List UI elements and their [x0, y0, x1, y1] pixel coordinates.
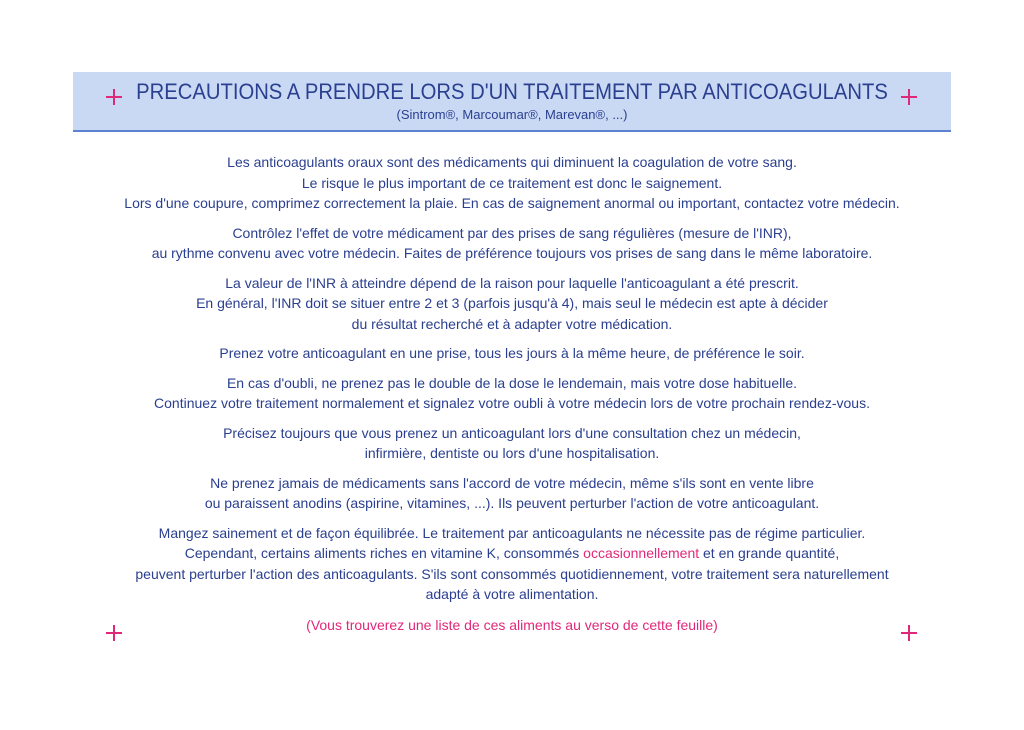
- paragraph-daily-dose: [73, 343, 951, 364]
- text-line: (Vous trouverez une liste de ces aliments au verso de cette feuille): [306, 616, 718, 633]
- text-line: Contrôlez l'effet de votre médicament par des prises de sang régulières (mesure de l'INR),: [232, 224, 792, 241]
- text-line: [73, 543, 951, 564]
- header-banner: [73, 72, 951, 132]
- paragraph-inr-control: [73, 223, 951, 264]
- text-segment: et en grande quantité,: [699, 545, 840, 561]
- page-subtitle: (Sintrom®, Marcoumar®, Marevan®, ...): [396, 107, 628, 122]
- text-line: Lors d'une coupure, comprimez correctement la plaie. En cas de saignement anormal ou important, contactez votre médecin.: [124, 195, 900, 211]
- document-body: [73, 152, 951, 644]
- text-line: En général, l'INR doit se situer entre 2 et 3 (parfois jusqu'à 4), mais seul le médecin est apte à décider: [196, 295, 828, 311]
- paragraph-bleeding: [73, 152, 951, 214]
- crosshair-top-left-icon: [106, 89, 122, 105]
- crosshair-top-right-icon: [901, 89, 917, 105]
- paragraph-inform-doctor: [73, 423, 951, 464]
- text-segment: Cependant, certains aliments riches en vitamine K, consommés: [184, 545, 584, 561]
- text-line: Prenez votre anticoagulant en une prise, tous les jours à la même heure, de préférence le soir.: [219, 345, 805, 361]
- text-line: Mangez sainement et de façon équilibrée. Le traitement par anticoagulants ne nécessite pas de régime particulier.: [158, 524, 866, 541]
- text-line: ou paraissent anodins (aspirine, vitamines, ...). Ils peuvent perturber l'action de votre anticoagulant.: [204, 495, 820, 511]
- paragraph-other-medication: [73, 473, 951, 514]
- text-line: Le risque le plus important de ce traitement est donc le saignement.: [301, 174, 723, 191]
- highlighted-word: occasionnellement: [583, 545, 700, 561]
- text-line: Ne prenez jamais de médicaments sans l'accord de votre médecin, même s'ils sont en vente libre: [210, 474, 814, 491]
- paragraph-inr-target: [73, 273, 951, 335]
- text-line: Les anticoagulants oraux sont des médicaments qui diminuent la coagulation de votre sang.: [227, 154, 797, 170]
- text-line: du résultat recherché et à adapter votre médication.: [351, 315, 673, 332]
- text-line: infirmière, dentiste ou lors d'une hospitalisation.: [364, 445, 660, 461]
- paragraph-missed-dose: [73, 373, 951, 414]
- text-line: peuvent perturber l'action des anticoagulants. S'ils sont consommés quotidiennement, votre traitement sera naturellement: [135, 565, 889, 582]
- text-line: Précisez toujours que vous prenez un anticoagulant lors d'une consultation chez un médecin,: [223, 424, 801, 441]
- footer-note: [73, 615, 951, 636]
- text-line: adapté à votre alimentation.: [425, 586, 599, 602]
- text-line: La valeur de l'INR à atteindre dépend de la raison pour laquelle l'anticoagulant a été prescrit.: [225, 274, 799, 291]
- paragraph-diet: [73, 523, 951, 605]
- text-line: Continuez votre traitement normalement et signalez votre oubli à votre médecin lors de votre prochain rendez-vous.: [154, 395, 870, 411]
- text-line: au rythme convenu avec votre médecin. Faites de préférence toujours vos prises de sang dans le même laboratoire.: [151, 245, 873, 261]
- page-title: PRECAUTIONS A PRENDRE LORS D'UN TRAITEMENT PAR ANTICOAGULANTS: [136, 79, 888, 104]
- text-line: En cas d'oubli, ne prenez pas le double de la dose le lendemain, mais votre dose habituelle.: [226, 374, 798, 391]
